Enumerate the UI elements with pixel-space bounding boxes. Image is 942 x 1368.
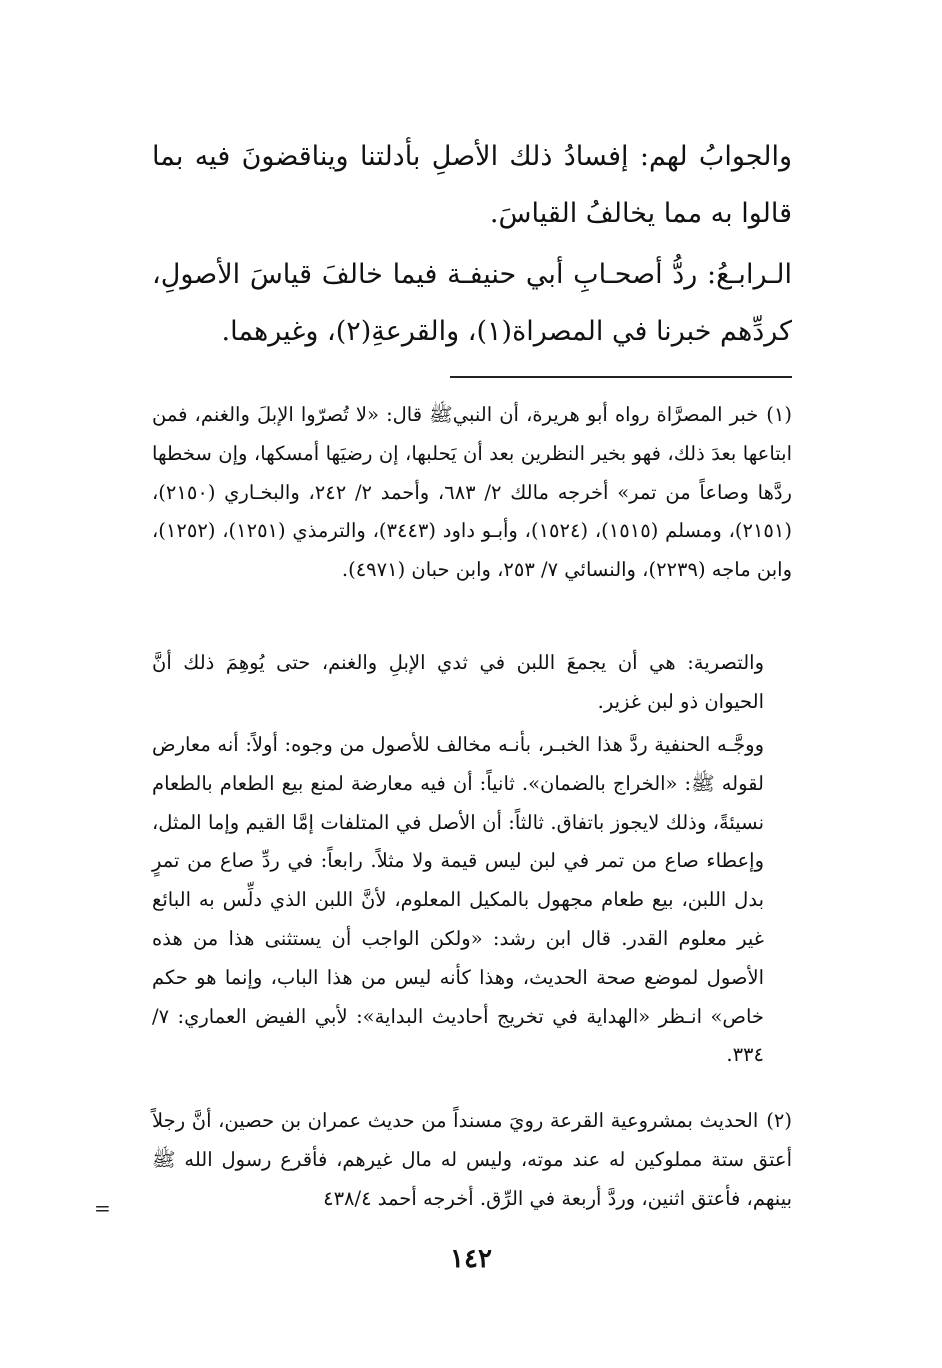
footnote-1-text: خبر المصرَّاة رواه أبو هريرة، أن النبيﷺ قال: «لا تُصرّوا الإبلَ والغنم، فمن ابتاعها بعدَ ذلك، فهو بخير النظرين بعد أن يَحلبها، إن رضيَها أمسكها، وإن سخطها ردَّها وصاعاً من تمر» أخرجه مالك ٢/ ٦٨٣، وأحمد ٢/ ٢٤٢، والبخـاري (٢١٥٠)، (٢١٥١)، ومسلم (١٥١٥)، (١٥٢٤)، وأبـو داود (٣٤٤٣)، والترمذي (١٢٥١)، (١٢٥٢)، وابن ماجه (٢٢٣٩)، والنسائي ٧/ ٢٥٣، وابن حبان (٤٩٧١). [152,403,792,582]
page-number: ١٤٢ [450,1244,492,1274]
paragraph-fourth: الـرابـعُ: ردُّ أصحـابِ أبي حنيفـة فيما خالفَ قياسَ الأصولِ، كردِّهم خبرنا في المصراة(١)، والقرعةِ(٢)، وغيرهما. [152,259,792,347]
footnote-2-number: (٢) [766,1109,792,1132]
footnote-1-tasriya: والتصرية: هي أن يجمعَ اللبن في ثدي الإبلِ والغنم، حتى يُوهِمَ ذلك أنَّ الحيوان ذو لبن غزير. [152,651,764,713]
continued-mark: = [94,1196,111,1220]
footnote-1-number: (١) [766,403,792,426]
footnote-2 [152,1102,792,1218]
footnote-1-hanafi: ووجَّـه الحنفية ردَّ هذا الخبـر، بأنـه مخالف للأصول من وجوه: أولاً: أنه معارض لقوله ﷺ: «الخراج بالضمان». ثانياً: أن فيه معارضة لمنع بيع الطعام بالطعام نسيئةً، وذلك لايجوز باتفاق. ثالثاً: أن الأصل في المتلفات إمَّا القيم وإما المثل، وإعطاء صاع من تمر في لبن ليس قيمة ولا مثلاً. رابعاً: في ردِّ صاع من تمرٍ بدل اللبن، بيع طعام مجهول بالمكيل المعلوم، لأنَّ اللبن الذي دلِّس به البائع غير معلوم القدر. قال ابن رشد: «ولكن الواجب أن يستثنى هذا من هذه الأصول لموضع صحة الحديث، وهذا كأنه ليس من هذا الباب، وإنما هو حكم خاص» انـظر «الهداية في تخريج أحاديث البداية»: لأبي الفيض العماري: ٧/ ٣٣٤. [152,733,764,1067]
footnote-1 [152,396,792,590]
footnote-separator [450,376,792,378]
paragraph-reply: والجوابُ لهم: إفسادُ ذلك الأصلِ بأدلتنا ويناقضونَ فيه بما قالوا به مما يخالفُ القياسَ. [152,141,792,229]
footnote-2-text: الحديث بمشروعية القرعة رويَ مسنداً من حديث عمران بن حصين، أنَّ رجلاً أعتق ستة مملوكين له عند موته، وليس له مال غيرهم، فأقرع رسول الله ﷺ بينهم، فأعتق اثنين، وردَّ أربعة في الرِّق. أخرجه أحمد ٤٣٨/٤ [152,1109,792,1210]
